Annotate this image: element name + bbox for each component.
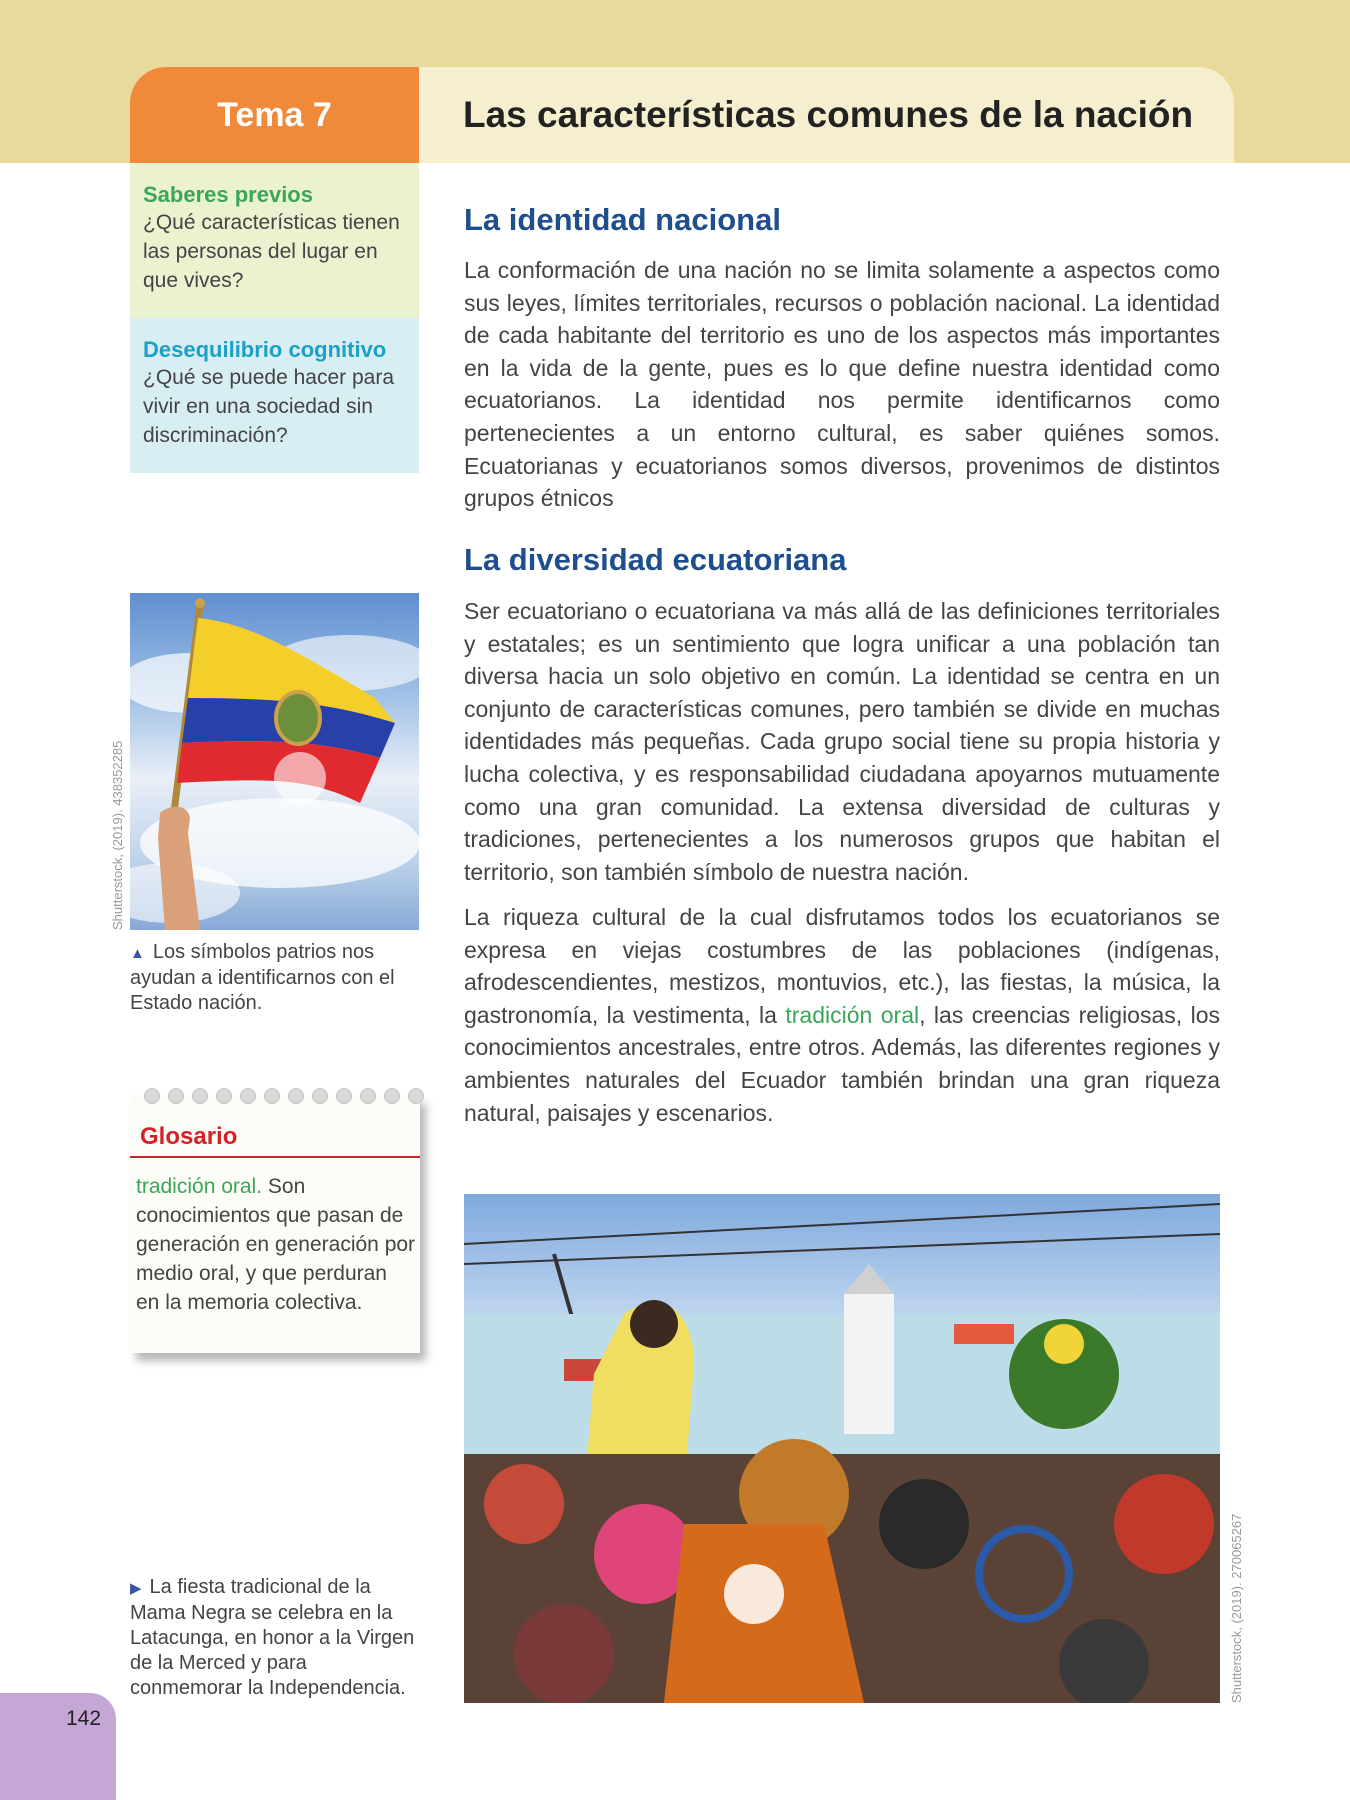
glossary-divider bbox=[130, 1156, 420, 1158]
glossary-title: Glosario bbox=[140, 1123, 238, 1150]
fiesta-caption-text: La fiesta tradicional de la Mama Negra se celebra en la Latacunga, en honor a la Virgen de la Merced y para conmemorar la Independencia. bbox=[130, 1576, 415, 1699]
paragraph-text: , las creencias religiosas, los conocimientos ancestrales, entre otros. Además, las diferentes regiones y ambientes naturales del Ecuador también brindan una gran riqueza natural, paisajes y escenarios. bbox=[464, 1001, 1220, 1126]
section-text-diversidad-1: Ser ecuatoriano o ecuatoriana va más allá de las definiciones territoriales y estatales; es un sentimiento que logra unificar a una población tan diversa hacia un solo objetivo en común. La identidad se centra en un conjunto de características comunes, pero también se divide en muchas identidades más pequeñas. Cada grupo social tiene su propia historia y lucha colectiva, y es responsabilidad ciudadana apoyarnos mutuamente como una gran comunidad. La extensa diversidad de culturas y tradiciones, pertenecientes a los numerosos grupos que habitan el territorio, son también símbolo de nuestra nación. bbox=[464, 598, 1220, 885]
glossary-definition: Son conocimientos que pasan de generación en generación por medio oral, y que perduran en la memoria colectiva. bbox=[136, 1175, 416, 1314]
prior-knowledge-title: Saberes previos bbox=[143, 182, 313, 207]
topic-number: Tema 7 bbox=[217, 95, 332, 134]
spiral-binding bbox=[144, 1088, 424, 1104]
caption-triangle-icon: ▶ bbox=[130, 1580, 142, 1597]
prior-knowledge-box bbox=[130, 163, 419, 318]
glossary-term-link: tradición oral bbox=[785, 1001, 920, 1028]
festival-illustration bbox=[464, 1194, 1220, 1703]
glossary-term: tradición oral. bbox=[136, 1175, 263, 1198]
prior-knowledge-question: ¿Qué características tienen las personas del lugar en que vives? bbox=[143, 211, 400, 292]
page-title-bar bbox=[419, 67, 1234, 163]
mama-negra-festival-photo bbox=[464, 1194, 1220, 1703]
section-heading-identidad: La identidad nacional bbox=[464, 202, 781, 237]
glossary-entry bbox=[136, 1172, 416, 1317]
ecuador-flag-photo bbox=[130, 593, 419, 930]
page-number: 142 bbox=[66, 1707, 102, 1730]
cognitive-imbalance-box bbox=[130, 318, 419, 473]
section-text-diversidad-2 bbox=[464, 901, 1220, 1129]
cognitive-imbalance-title: Desequilibrio cognitivo bbox=[143, 337, 387, 362]
section-text-identidad: La conformación de una nación no se limita solamente a aspectos como sus leyes, límites territoriales, recursos o población nacional. La identidad de cada habitante del territorio es uno de los aspectos más importantes en la vida de la gente, pues es lo que define nuestra identidad como ecuatorianos. La identidad nos permite identificarnos como pertenecientes a un entorno cultural, es saber quiénes somos. Ecuatorianas y ecuatorianos somos diversos, provenimos de distintos grupos étnicos bbox=[464, 257, 1220, 512]
topic-number-tab bbox=[130, 67, 419, 163]
festival-photo-credit: Shutterstock, (2019). 270065267 bbox=[1229, 1513, 1244, 1703]
section-heading-diversidad: La diversidad ecuatoriana bbox=[464, 542, 847, 577]
page-title: Las características comunes de la nación bbox=[463, 94, 1194, 135]
caption-triangle-icon: ▲ bbox=[130, 945, 145, 962]
flag-caption-text: Los símbolos patrios nos ayudan a identificarnos con el Estado nación. bbox=[130, 941, 395, 1014]
glossary-note bbox=[130, 1095, 420, 1353]
flag-caption bbox=[130, 940, 420, 1016]
fiesta-caption bbox=[130, 1575, 420, 1701]
flag-photo-credit: Shutterstock, (2019). 438352285 bbox=[110, 740, 125, 930]
ecuador-flag-illustration bbox=[130, 593, 419, 930]
paragraph-text: La riqueza cultural de la cual disfrutamos todos los ecuatorianos se expresa en viejas costumbres de las poblaciones (indígenas, afrodescendientes, mestizos, montuvios, etc.), las fiestas, la música, la gastronomía, la vestimenta, la bbox=[464, 904, 1220, 1028]
cognitive-imbalance-question: ¿Qué se puede hacer para vivir en una sociedad sin discriminación? bbox=[143, 366, 394, 447]
